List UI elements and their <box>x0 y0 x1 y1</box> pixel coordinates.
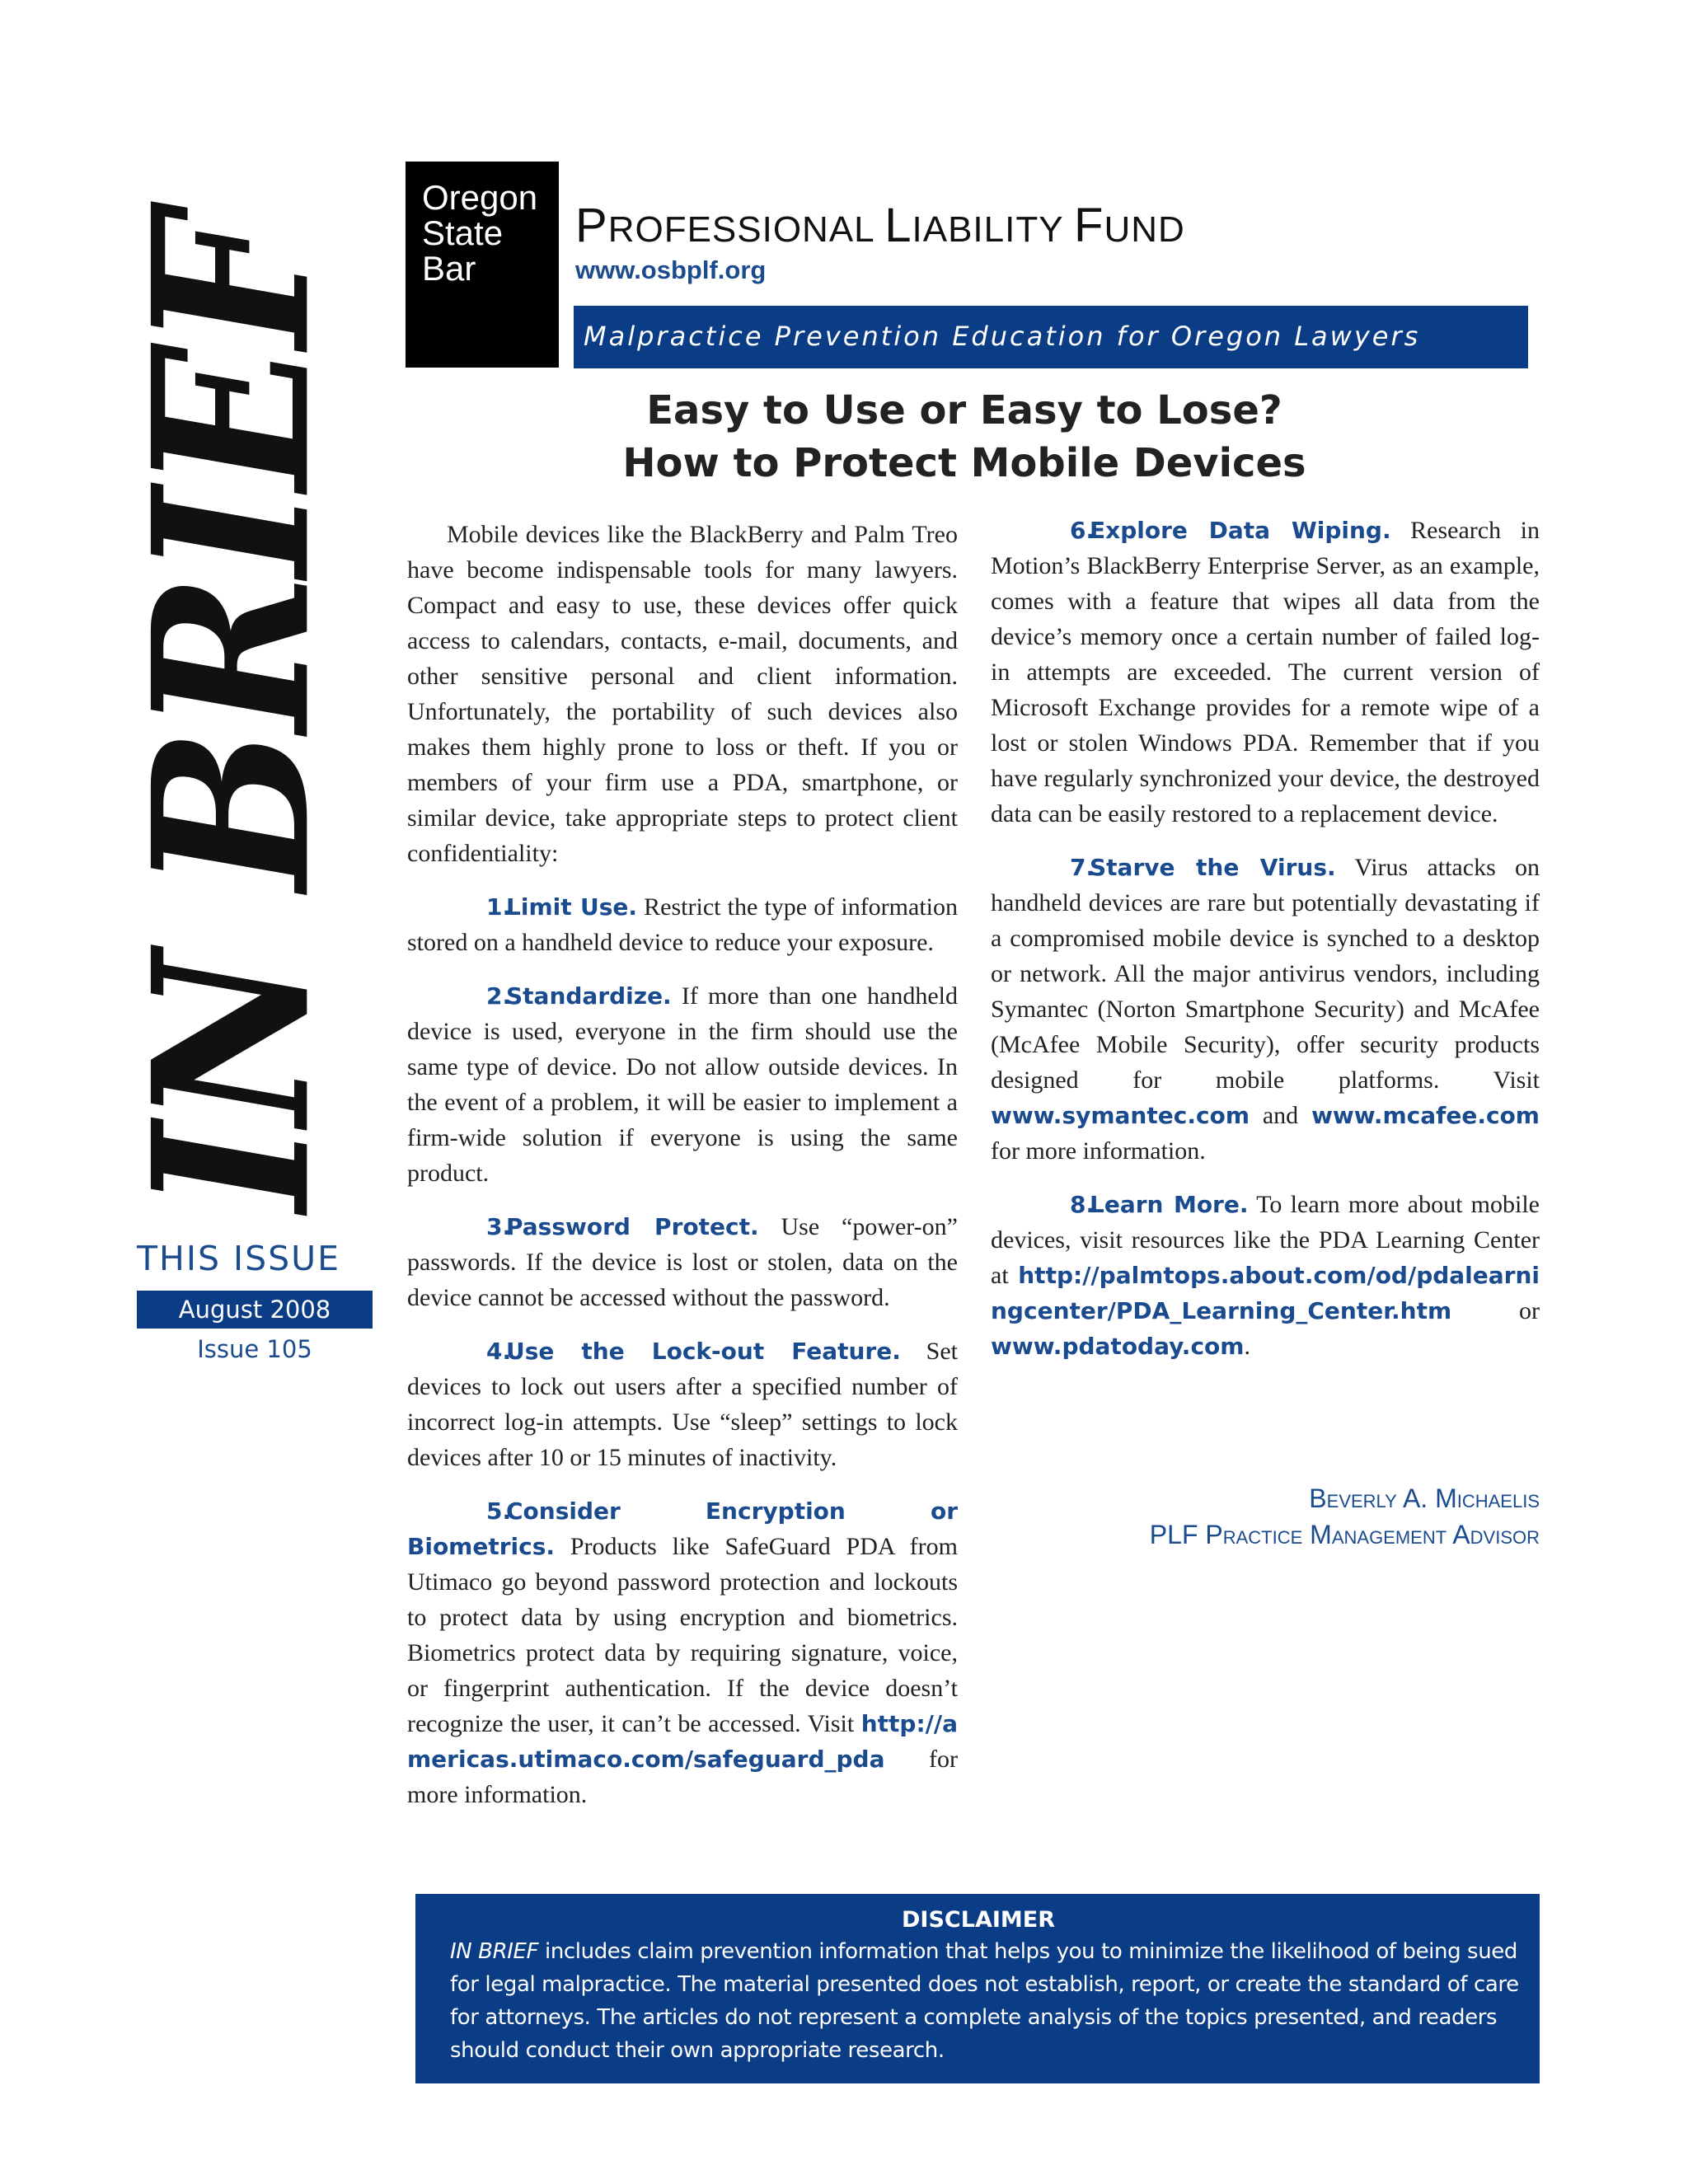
issue-date-badge: August 2008 <box>137 1291 373 1329</box>
masthead-title: IN BRIEF <box>106 215 358 1212</box>
oregon-state-bar-logo <box>406 162 559 368</box>
logo-line-2: State <box>422 213 504 252</box>
tip-3: 3.Password Protect. Use “power-on” passwords. If the device is lost or stolen, data on the device cannot be accessed without the password. <box>407 1213 958 1311</box>
disclaimer-box <box>415 1894 1540 2083</box>
headline-line-2: How to Protect Mobile Devices <box>622 440 1306 486</box>
logo-line-3: Bar <box>422 249 476 288</box>
pdatoday-link[interactable]: www.pdatoday.com <box>991 1333 1245 1360</box>
article-intro: Mobile devices like the BlackBerry and Palm Treo have become indispensable tools for many lawyers. Compact and easy to use, these devices offer quick access to calendars, contacts, e-mail, documents, and other sensitive personal and client information. Unfortunately, the portability of such devices also makes them highly prone to loss or theft. If you or members of your firm use a PDA, smartphone, or similar device, take appropriate steps to protect client confidentiality: <box>407 521 958 867</box>
tagline-banner: Malpractice Prevention Education for Oregon Lawyers <box>574 306 1528 368</box>
article-column-right <box>991 513 1540 1382</box>
tip-2: 2.Standardize. If more than one handheld device is used, everyone in the firm should use the same type of device. Do not allow outside devices. In the event of a problem, it will be easier to implement a firm-wide solution if everyone is using the same product. <box>407 982 958 1187</box>
author-byline <box>991 1480 1540 1553</box>
tip-7: 7.Starve the Virus. Virus attacks on handheld devices are rare but potentially devastating if a compromised mobile device is synched to a desktop or network. All the major antivirus vendors, including Symantec (Norton Smartphone Security) and McAfee (McAfee Mobile Security), offer security products designed for mobile platforms. Visit www.symantec.com and www.mcafee.com for more information. <box>991 854 1540 1165</box>
author-title: PLF Practice Management Advisor <box>1149 1520 1540 1549</box>
org-title: PROFESSIONAL LIABILITY FUND <box>575 199 1185 252</box>
disclaimer-publication-name: IN BRIEF <box>450 1939 539 1964</box>
tip-5: 5.Consider Encryption or Biometrics. Products like SafeGuard PDA from Utimaco go beyond password protection and lockouts to protect data by using encryption and biometrics. Biometrics protect data by requiring signature, voice, or fingerprint authentication. If the device doesn’t recognize the user, it can’t be accessed. Visit http://americas.utimaco.com/safeguard_pda for more information. <box>407 1497 958 1808</box>
masthead-in-brief <box>106 183 358 1212</box>
author-name: Beverly A. Michaelis <box>1309 1483 1540 1513</box>
tip-6: 6.Explore Data Wiping. Research in Motion’s BlackBerry Enterprise Server, as an example, comes with a feature that wipes all data from the device’s memory once a certain number of failed log-in attempts are exceeded. The current version of Microsoft Exchange provides for a remote wipe of a lost or stolen Windows PDA. Remember that if you have regularly synchronized your device, the destroyed data can be easily restored to a replacement device. <box>991 517 1540 827</box>
utimaco-link[interactable]: http://americas.utimaco.com/safeguard_pda <box>407 1710 958 1773</box>
logo-line-1: Oregon <box>422 178 538 217</box>
org-website-link[interactable]: www.osbplf.org <box>575 255 767 284</box>
pda-learning-center-link[interactable]: http://palmtops.about.com/od/pdalearningcenter/PDA_Learning_Center.htm <box>991 1262 1540 1324</box>
tip-8: 8.Learn More. To learn more about mobile devices, visit resources like the PDA Learning Center at http://palmtops.about.com/od/pdalearningcenter/PDA_Learning_Center.htm or www.pdatoday.com. <box>991 1191 1540 1360</box>
symantec-link[interactable]: www.symantec.com <box>991 1102 1250 1129</box>
article-column-left <box>407 517 958 1830</box>
headline-line-1: Easy to Use or Easy to Lose? <box>646 387 1282 434</box>
disclaimer-body: IN BRIEF includes claim prevention information that helps you to minimize the likelihood of being sued for legal malpractice. The material presented does not establish, report, or create the standard of care for attorneys. The articles do not represent a complete analysis of the topics presented, and readers should conduct their own appropriate research. <box>450 1939 1519 2063</box>
tip-4: 4.Use the Lock-out Feature. Set devices to lock out users after a specified number of incorrect log-in attempts. Use “sleep” settings to lock devices after 10 or 15 minutes of inactivity. <box>407 1338 958 1471</box>
disclaimer-heading: DISCLAIMER <box>902 1907 1055 1933</box>
issue-number: Issue 105 <box>197 1335 312 1363</box>
tip-1: 1.Limit Use. Restrict the type of information stored on a handheld device to reduce your exposure. <box>407 893 958 956</box>
article-headline <box>511 384 1418 490</box>
mcafee-link[interactable]: www.mcafee.com <box>1311 1102 1540 1129</box>
this-issue-label: THIS ISSUE <box>137 1239 341 1278</box>
